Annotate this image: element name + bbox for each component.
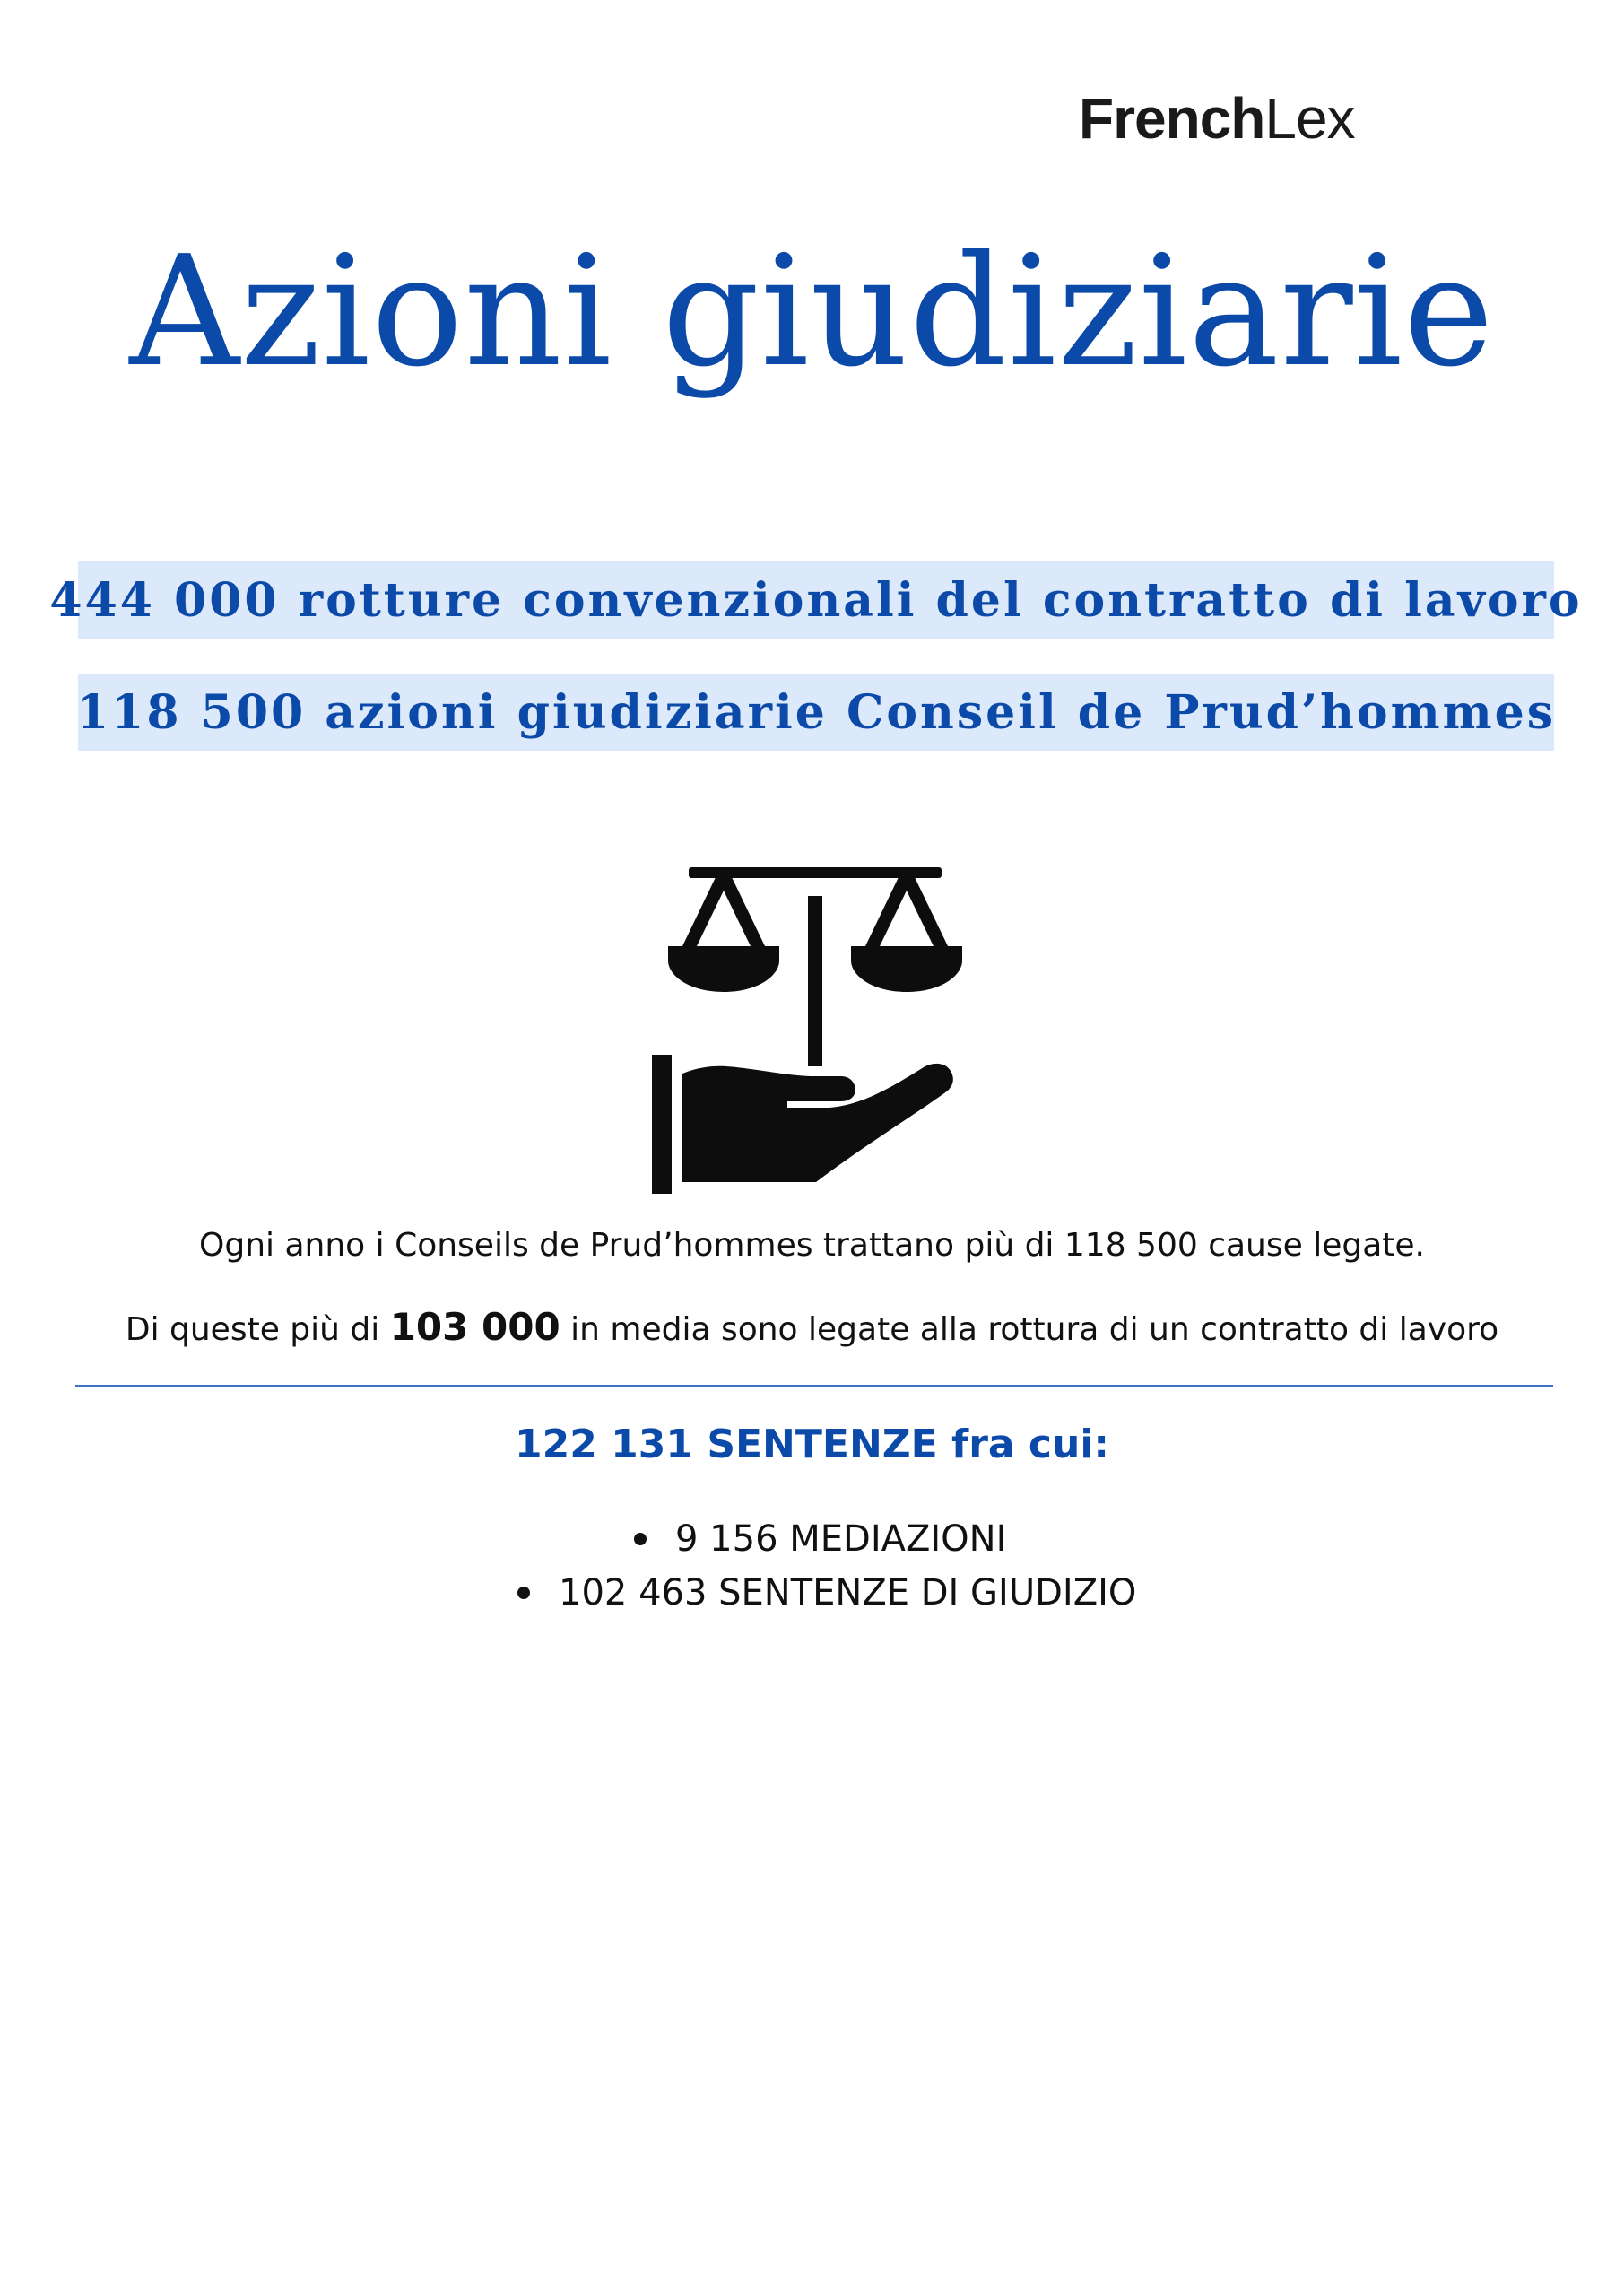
frenchlex-logo — [1079, 86, 1355, 151]
justice-scale-icon — [668, 867, 962, 1066]
banner-rotture-text: 444 000 rotture convenzionali del contratto di lavoro — [49, 572, 1583, 628]
sentenze-heading: 122 131 SENTENZE fra cui: — [514, 1422, 1109, 1467]
bullet-icon — [634, 1533, 647, 1545]
paragraph-ogni-anno: Ogni anno i Conseils de Prud’hommes trattano più di 118 500 cause legate. — [199, 1227, 1425, 1264]
banner-azioni-giudiziarie — [75, 674, 1557, 751]
paragraph-di-queste-strong: 103 000 — [389, 1305, 560, 1349]
banner-rotture-convenzionali — [49, 561, 1583, 639]
bullet-icon — [517, 1587, 530, 1599]
sentenze-list — [0, 1512, 1624, 1620]
paragraph-di-queste — [0, 1305, 1624, 1349]
list-item — [0, 1566, 1624, 1620]
justice-scale-in-hand-icon — [646, 861, 986, 1202]
paragraph-di-queste-before: Di queste più di — [125, 1311, 390, 1348]
open-hand-icon — [652, 1055, 953, 1194]
banner-azioni-text: 118 500 azioni giudiziarie Conseil de Prud’hommes — [75, 684, 1557, 740]
page-title: Azioni giudiziarie — [129, 223, 1495, 401]
list-item-text: 9 156 MEDIAZIONI — [675, 1518, 1007, 1560]
logo-light-part: Lex — [1264, 86, 1355, 151]
list-item — [0, 1512, 1624, 1566]
paragraph-di-queste-after: in media sono legate alla rottura di un contratto di lavoro — [560, 1311, 1499, 1348]
section-divider — [75, 1385, 1553, 1387]
list-item-text: 102 463 SENTENZE DI GIUDIZIO — [559, 1572, 1137, 1613]
logo-bold-part: French — [1079, 86, 1265, 151]
